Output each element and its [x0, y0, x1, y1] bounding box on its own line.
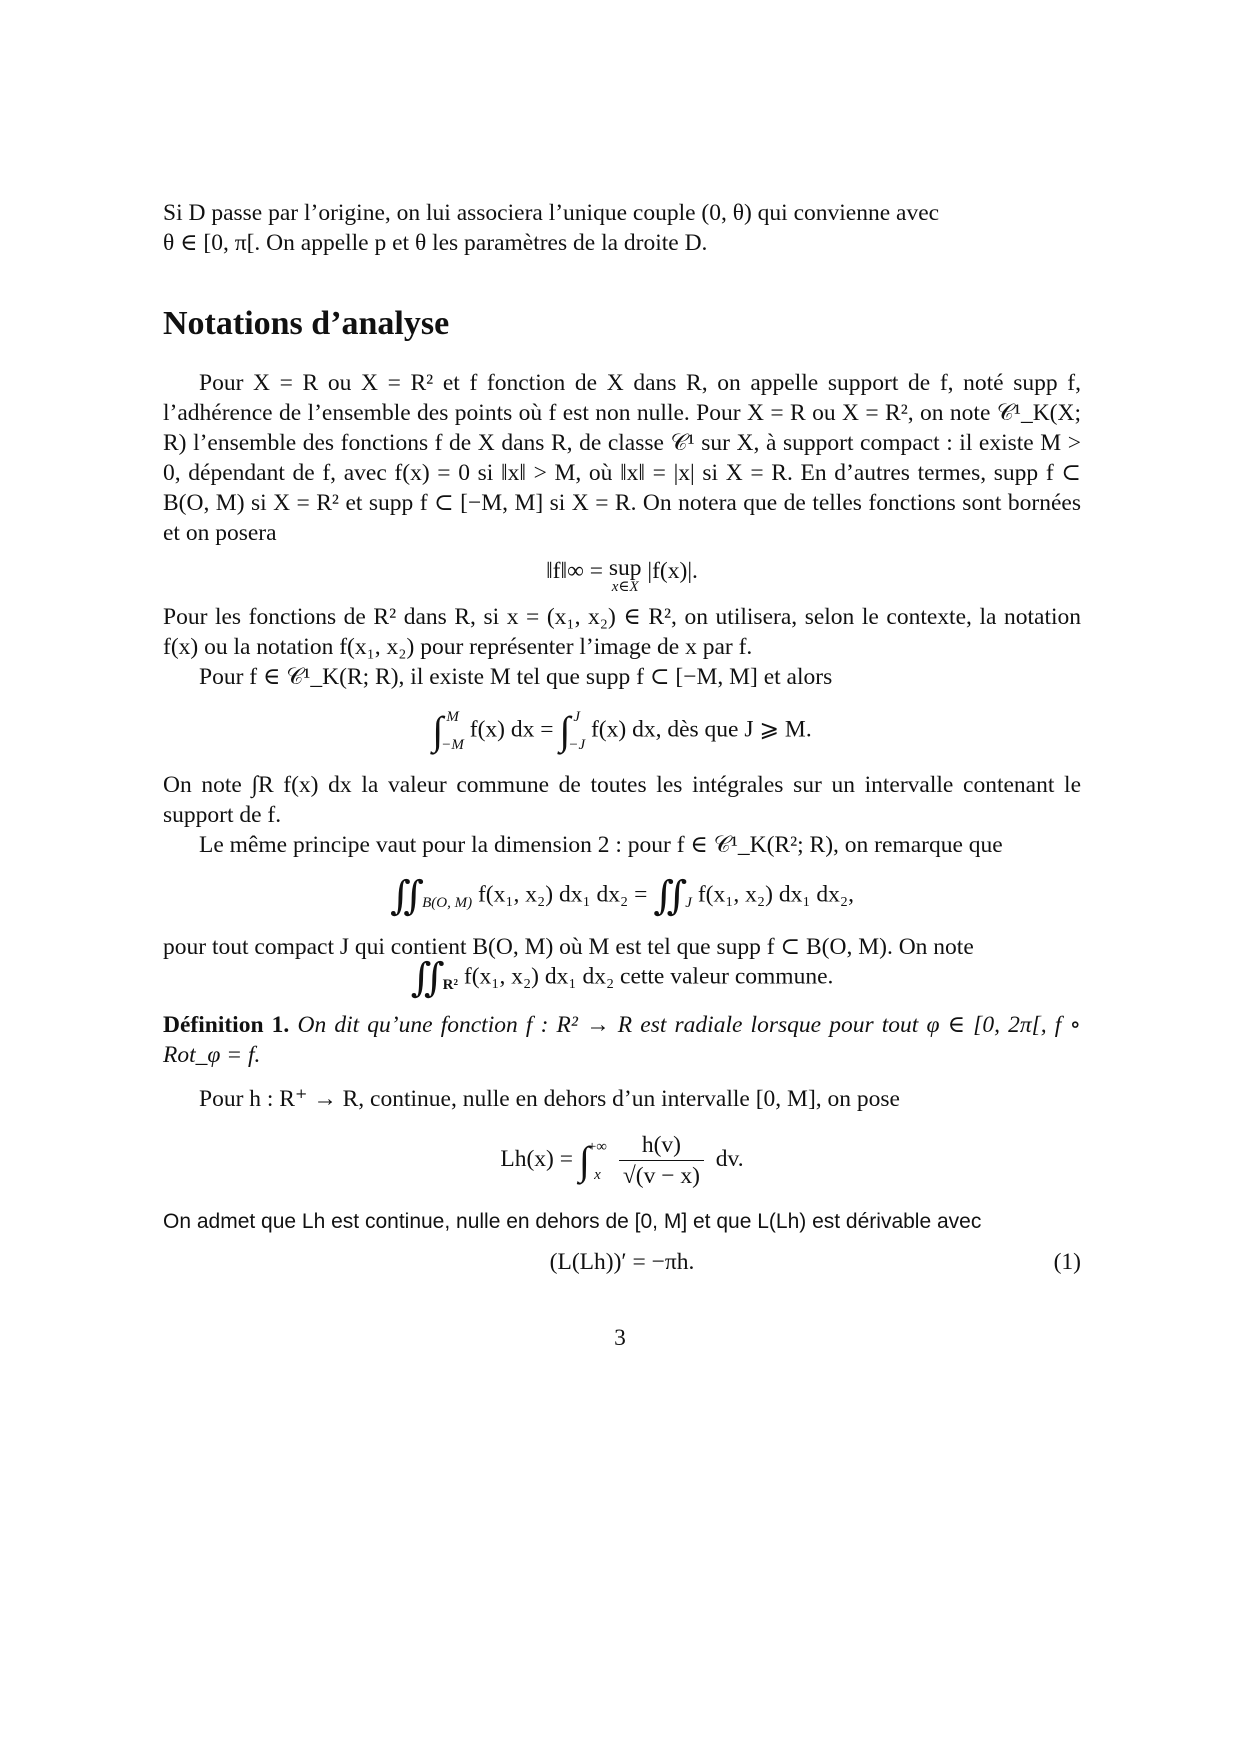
- paragraph-notation: [163, 602, 1081, 662]
- domain-label: B(O, M): [422, 895, 473, 911]
- paragraph-support: [163, 368, 1081, 548]
- definition-label: Définition 1.: [163, 1012, 290, 1038]
- text-line: la notation f(x) ou la notation f(x₁, x₂) pour représenter l’image de x par f.: [163, 604, 1081, 660]
- text-line: θ ∈ [0, π[. On appelle p et θ les paramètres de la droite D.: [163, 230, 708, 256]
- lower-limit: −M: [441, 737, 464, 753]
- equation-sup-norm: [163, 556, 1081, 594]
- text-line: Le même principe vaut pour la dimension 2 : pour f ∈ 𝒞¹_K(R²; R), on remarque: [199, 832, 963, 858]
- denominator: √(v − x): [622, 1163, 700, 1189]
- integral-limits: [422, 880, 472, 912]
- fraction: [619, 1130, 704, 1191]
- integral-limits: [588, 1138, 607, 1184]
- text-line: ‖x‖ > M, où ‖x‖ = |x| si X = R. En d’autres termes, supp f ⊂ B(O, M) si X = R²: [163, 460, 1082, 516]
- sup-label: sup: [608, 555, 642, 581]
- integral-sign-icon: ∫: [559, 708, 571, 753]
- equation-L-transform: [163, 1130, 1081, 1191]
- section-title: Notations d’analyse: [163, 305, 450, 342]
- text-line: 𝒞¹ sur X, à support compact : il existe M > 0, dépendant de f, avec f(x) = 0 si: [163, 430, 1082, 486]
- integral-L: [579, 1138, 607, 1184]
- text-line: noté supp f, l’adhérence de l’ensemble des points où f est non nulle. Pour X = R: [163, 370, 1081, 426]
- sup-operator: [609, 556, 642, 594]
- integral-limits: [441, 708, 464, 754]
- integrand: f(x₁, x₂) dx₁ dx₂ cette valeur commune.: [463, 963, 834, 990]
- lower-limit: −J: [568, 737, 586, 753]
- integral-2: [559, 708, 585, 754]
- text-line: On dit qu’une fonction f : R² → R est radiale lorsque pour tout: [297, 1012, 919, 1038]
- eq-lhs: ‖f‖∞ =: [546, 558, 603, 584]
- equation-integral-1d: [163, 708, 1081, 754]
- double-integral-icon: ∬: [410, 955, 445, 1000]
- text-line: note: [933, 934, 974, 960]
- double-integral-2: [653, 873, 692, 918]
- paragraph-integral-1d: Pour f ∈ 𝒞¹_K(R; R), il existe M tel que supp f ⊂ [−M, M] et alors: [199, 664, 833, 690]
- eq-lhs: Lh(x) =: [500, 1145, 573, 1172]
- text-line: le support de f.: [163, 772, 1082, 828]
- domain-label: J: [685, 895, 692, 911]
- double-integral-1: [390, 873, 473, 918]
- upper-limit: +∞: [587, 1138, 607, 1155]
- integrand: f(x) dx =: [469, 716, 554, 743]
- numerator: h(v): [619, 1130, 704, 1161]
- page-number: 3: [614, 1325, 626, 1351]
- paragraph-admission: On admet que Lh est continue, nulle en dehors de [0, M] et que L(Lh) est dérivable avec: [163, 1210, 982, 1233]
- text-line: On note ∫R f(x) dx la valeur commune de toutes les intégrales sur un intervalle contenant: [163, 772, 1055, 798]
- equation-number: (1): [1053, 1249, 1081, 1275]
- text-line: φ ∈ [0, 2π[, f ∘ Rot_φ = f.: [163, 1012, 1082, 1068]
- domain-label: R²: [442, 977, 459, 993]
- text-line: Pour les fonctions de R² dans R, si x = (x₁, x₂) ∈ R², on utilisera, selon le contexte,: [163, 604, 972, 630]
- integrand: f(x₁, x₂) dx₁ dx₂ =: [477, 881, 648, 908]
- text-line: Si D passe par l’origine, on lui associera l’unique couple (0, θ) qui convienne avec: [163, 200, 940, 226]
- paragraph-abel-transform: Pour h : R⁺ → R, continue, nulle en dehors d’un intervalle [0, M], on pose: [199, 1086, 900, 1112]
- eq-body: (L(Lh))′ = −πh.: [549, 1249, 695, 1275]
- lower-limit: x: [594, 1166, 601, 1183]
- paragraph-dimension-2: [163, 830, 1081, 860]
- integrand: f(x) dx, dès que J ⩾ M.: [590, 716, 812, 743]
- double-integral-icon: ∬: [390, 873, 425, 918]
- text-line: que: [968, 832, 1003, 858]
- equation-plane-integral: [163, 955, 1081, 1000]
- text-line: Pour X = R ou X = R² et f fonction de X dans R, on appelle support de f,: [199, 370, 954, 396]
- integral-1: [432, 708, 464, 754]
- paragraph-common-value: [163, 770, 1081, 830]
- differential: dv.: [715, 1145, 744, 1172]
- integral-sign-icon: ∫: [432, 708, 444, 753]
- paragraph-intro: [163, 198, 1081, 258]
- integral-limits: [568, 708, 585, 754]
- double-integral-icon: ∬: [653, 873, 688, 918]
- text-line: posera: [215, 520, 277, 546]
- definition-block: [163, 1010, 1081, 1070]
- text-line: ou X = R², on note 𝒞¹_K(X; R) l’ensemble des fonctions f de X dans R, de classe: [163, 400, 1081, 456]
- equation-1: [163, 1247, 1081, 1277]
- text-line: pour tout compact J qui contient B(O, M) où M est tel que supp f ⊂ B(O, M). On: [163, 934, 928, 960]
- upper-limit: M: [446, 709, 459, 725]
- integrand: f(x₁, x₂) dx₁ dx₂,: [697, 881, 854, 908]
- equation-double-integral: [163, 873, 1081, 918]
- integral-limits: [685, 880, 692, 912]
- integral-limits: [443, 962, 458, 994]
- text-line: et supp f ⊂ [−M, M] si X = R. On notera que de telles fonctions sont bornées et on: [163, 490, 1082, 546]
- page-content: [163, 198, 1081, 1285]
- eq-rhs: |f(x)|.: [647, 558, 698, 584]
- double-integral-3: [410, 955, 459, 1000]
- integral-sign-icon: ∫: [578, 1137, 590, 1183]
- upper-limit: J: [573, 709, 581, 725]
- sup-subscript: x∈X: [611, 579, 639, 595]
